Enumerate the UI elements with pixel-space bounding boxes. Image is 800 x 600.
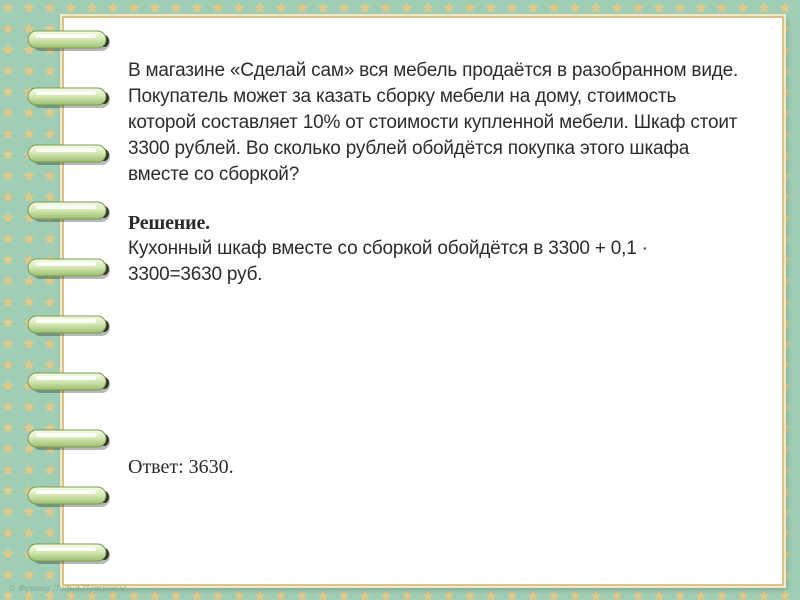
solution-heading: Решение. [128, 212, 210, 234]
star-icon [254, 590, 265, 600]
star-icon [737, 590, 748, 600]
slide-content [128, 58, 743, 288]
solution-text: Кухонный шкаф вместе со сборкой обойдётся в 3300 + 0,1 · 3300=3630 руб. [128, 238, 648, 285]
star-icon [191, 590, 202, 600]
spiral-ring-icon [28, 202, 110, 222]
star-icon [296, 590, 307, 600]
star-icon [401, 590, 412, 600]
answer-text: Ответ: 3630. [128, 456, 234, 478]
star-icon [695, 590, 706, 600]
star-icon [611, 2, 622, 13]
spiral-binding [0, 0, 140, 600]
star-icon [632, 590, 643, 600]
star-icon [149, 590, 160, 600]
star-icon [527, 2, 538, 13]
star-icon [674, 590, 685, 600]
star-icon [758, 590, 769, 600]
star-icon [527, 590, 538, 600]
star-icon [758, 2, 769, 13]
star-icon [443, 590, 454, 600]
star-icon [590, 590, 601, 600]
star-icon [674, 2, 685, 13]
star-icon [716, 2, 727, 13]
spiral-ring-icon [28, 88, 110, 108]
star-icon [611, 590, 622, 600]
spiral-ring-icon [28, 259, 110, 279]
star-icon [569, 2, 580, 13]
spiral-ring-icon [28, 430, 110, 450]
star-icon [401, 2, 412, 13]
star-icon [653, 2, 664, 13]
star-icon [359, 590, 370, 600]
star-icon [779, 590, 790, 600]
star-icon [464, 590, 475, 600]
spiral-ring-icon [28, 145, 110, 165]
spiral-ring-icon [28, 31, 110, 51]
star-icon [548, 590, 559, 600]
star-icon [212, 2, 223, 13]
star-icon [422, 590, 433, 600]
star-icon [590, 2, 601, 13]
star-icon [191, 2, 202, 13]
star-icon [380, 2, 391, 13]
star-icon [254, 2, 265, 13]
star-icon [338, 2, 349, 13]
star-icon [275, 590, 286, 600]
star-icon [359, 2, 370, 13]
star-icon [485, 2, 496, 13]
star-icon [653, 590, 664, 600]
star-icon [296, 2, 307, 13]
spiral-ring-icon [28, 316, 110, 336]
spiral-ring-icon [28, 544, 110, 564]
copyright-text: © Фокина Лидия Петровна [8, 584, 127, 593]
star-icon [716, 590, 727, 600]
star-icon [632, 2, 643, 13]
star-icon [170, 590, 181, 600]
spiral-ring-icon [28, 373, 110, 393]
star-icon [317, 2, 328, 13]
star-icon [212, 590, 223, 600]
star-icon [506, 590, 517, 600]
star-icon [737, 2, 748, 13]
star-icon [317, 590, 328, 600]
problem-text: В магазине «Сделай сам» вся мебель продаётся в разобранном виде. Покупатель может за казать сборку мебели на дому, стоимость которой составляет 10% от стоимости купленной мебели. Шкаф стоит 3300 рублей. Во сколько рублей обойдётся покупка этого шкафа вместе со сборкой? [128, 60, 739, 185]
star-icon [338, 590, 349, 600]
star-icon [548, 2, 559, 13]
star-icon [149, 2, 160, 13]
star-icon [380, 590, 391, 600]
star-icon [464, 2, 475, 13]
star-icon [506, 2, 517, 13]
star-icon [779, 2, 790, 13]
star-icon [569, 590, 580, 600]
star-icon [233, 2, 244, 13]
star-icon [443, 2, 454, 13]
star-icon [695, 2, 706, 13]
star-icon [233, 590, 244, 600]
star-icon [422, 2, 433, 13]
star-icon [485, 590, 496, 600]
spiral-ring-icon [28, 487, 110, 507]
star-icon [170, 2, 181, 13]
star-icon [275, 2, 286, 13]
